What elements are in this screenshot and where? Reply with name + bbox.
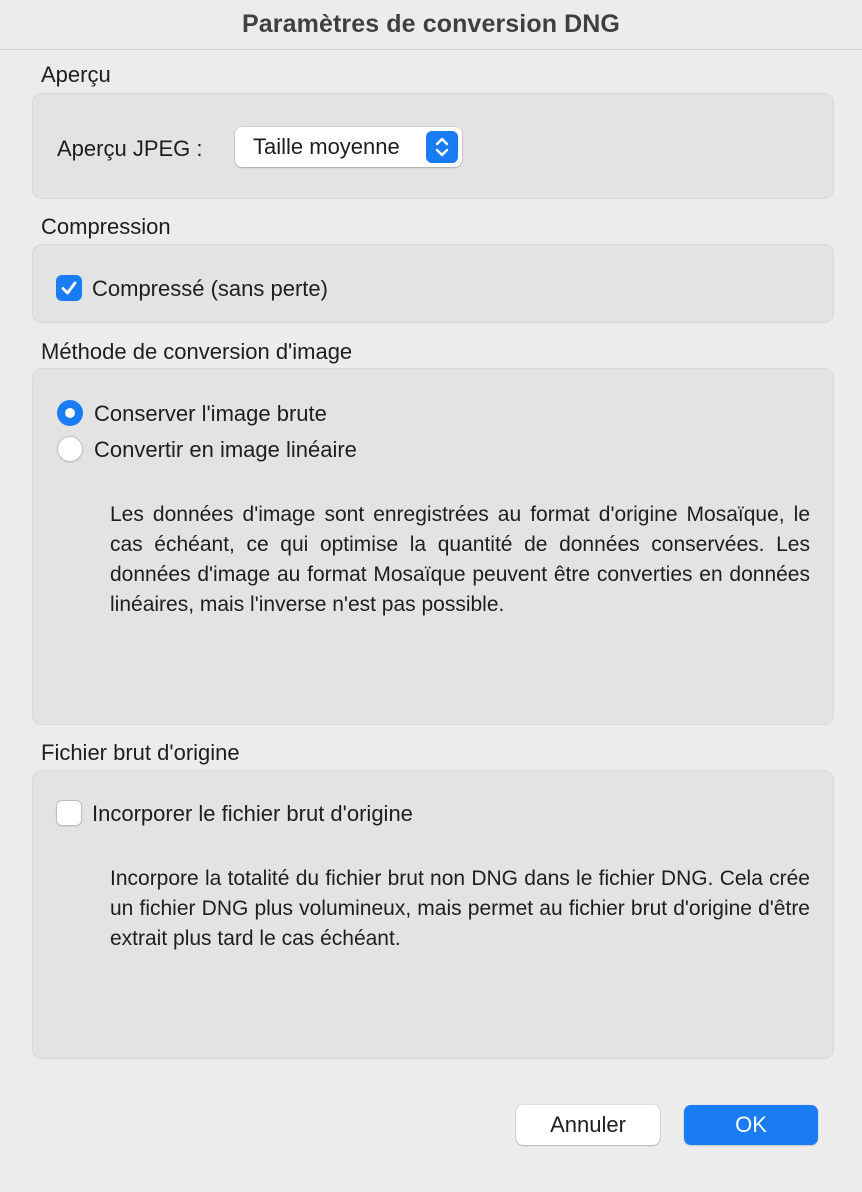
jpeg-preview-popup[interactable] [235, 127, 462, 167]
section-label-compression: Compression [41, 214, 171, 239]
radio-convert-linear[interactable] [57, 436, 83, 462]
radio-convert-linear-label[interactable]: Convertir en image linéaire [94, 437, 357, 462]
radio-keep-raw-label[interactable]: Conserver l'image brute [94, 401, 327, 426]
conversion-method-description: Les données d'image sont enregistrées au format d'origine Mosaïque, le cas échéant, ce qui optimise la quantité de données conservées. Les données d'image au format Mosaïque peuvent être converties en données linéaires, mais l'inverse n'est pas possible. [110, 503, 810, 616]
radio-keep-raw[interactable] [57, 400, 83, 426]
embed-raw-checkbox[interactable] [56, 800, 82, 826]
jpeg-preview-value: Taille moyenne [253, 134, 400, 159]
original-raw-description: Incorpore la totalité du fichier brut non DNG dans le fichier DNG. Cela crée un fichier DNG plus volumineux, mais permet au fichier brut d'origine d'être extrait plus tard le cas échéant. [110, 867, 810, 950]
dialog-title: Paramètres de conversion DNG [242, 10, 620, 38]
jpeg-preview-label: Aperçu JPEG : [57, 136, 203, 161]
embed-raw-checkbox-label[interactable]: Incorporer le fichier brut d'origine [92, 801, 413, 826]
compressed-checkbox[interactable] [56, 275, 82, 301]
radio-dot-icon [65, 408, 75, 418]
cancel-button[interactable]: Annuler [516, 1105, 660, 1145]
checkmark-icon [59, 278, 79, 298]
compressed-checkbox-label[interactable]: Compressé (sans perte) [92, 276, 328, 301]
section-label-conversion-method: Méthode de conversion d'image [41, 339, 353, 364]
chevron-up-down-icon [426, 131, 458, 163]
section-label-original-raw: Fichier brut d'origine [41, 740, 240, 765]
ok-button[interactable]: OK [684, 1105, 818, 1145]
section-label-preview: Aperçu [41, 62, 111, 87]
title-bar [0, 0, 862, 50]
